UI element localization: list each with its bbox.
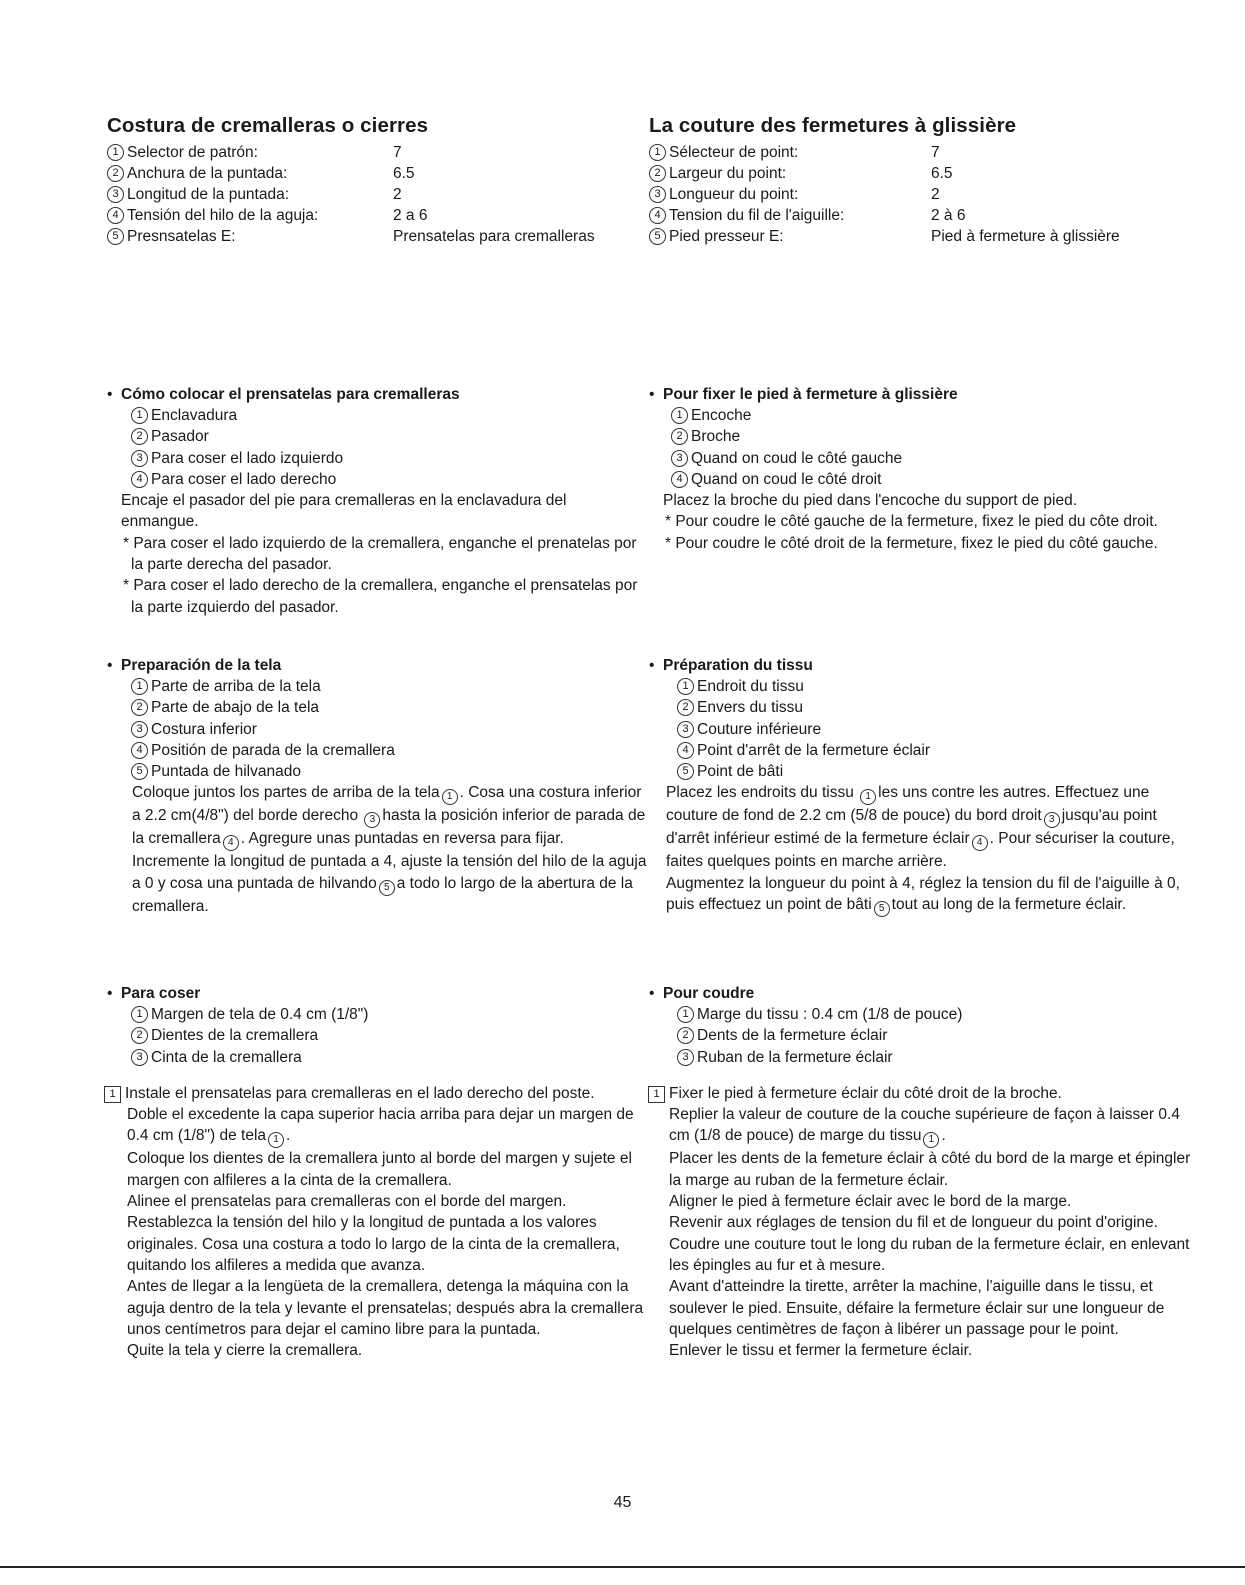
legend-item-label: Parte de abajo de la tela (151, 699, 320, 717)
circled-number-icon: 3 (671, 450, 688, 467)
spec-row (649, 184, 1194, 205)
circled-number-icon: 3 (677, 1049, 694, 1066)
circled-number-icon: 2 (131, 428, 148, 445)
legend-item-label: Para coser el lado izquierdo (151, 449, 344, 467)
circled-number-icon: 2 (107, 165, 124, 182)
spec-section-fr (649, 114, 1194, 247)
sew-items-fr (649, 1004, 1194, 1068)
circled-number-icon: 2 (677, 699, 694, 716)
bottom-rule (0, 1566, 1245, 1568)
legend-item (107, 719, 647, 740)
legend-item-label: Encoche (691, 407, 752, 424)
legend-item-label: Parte de arriba de la tela (151, 678, 321, 695)
prep-section-es (107, 655, 647, 917)
attach-note-right-es: * Para coser el lado derecho de la cremallera, enganche el prensatelas por la parte izquierdo del pasador. (123, 577, 638, 616)
attach-heading-es: • Cómo colocar el prensatelas para cremalleras (107, 386, 460, 403)
prep-section-fr (649, 655, 1194, 917)
legend-item-label: Broche (691, 428, 741, 446)
spec-label: Longueur du point: (669, 186, 799, 203)
circled-number-icon: 1 (677, 678, 694, 695)
circled-number-icon: 2 (131, 699, 148, 716)
attach-note-left-fr: * Pour coudre le côté gauche de la fermeture, fixez le pied du côte droit. (665, 513, 1158, 531)
circled-number-icon: 3 (131, 450, 148, 467)
attach-paragraph-es: Encaje el pasador del pie para cremalleras en la enclavadura del enmangue. (121, 492, 567, 531)
legend-item-label: Couture inférieure (697, 720, 822, 738)
legend-item (649, 426, 1194, 447)
circled-5-icon: 5 (874, 901, 890, 917)
circled-3-icon: 3 (364, 812, 380, 828)
circled-number-icon: 1 (131, 407, 148, 424)
spec-value: 2 (393, 186, 402, 203)
sew-step-line5-fr: Revenir aux réglages de tension du fil et de longueur du point d'origine. Coudre une couture tout le long du ruban de la fermeture éclair, en enlevant les épingles au fur et à mesure. (669, 1214, 1190, 1274)
attach-items-es (107, 405, 647, 490)
circled-number-icon: 1 (107, 144, 124, 161)
legend-item (649, 719, 1194, 740)
sew-step-es (104, 1083, 647, 1362)
circled-1-icon: 1 (268, 1132, 284, 1148)
legend-item-label: Ruban de la fermeture éclair (697, 1048, 893, 1066)
legend-item-label: Positión de parada de la cremallera (151, 741, 395, 759)
legend-item-label: Marge du tissu : 0.4 cm (1/8 de pouce) (697, 1006, 963, 1023)
legend-item (107, 676, 647, 697)
circled-number-icon: 1 (671, 407, 688, 424)
legend-item-label: Para coser el lado derecho (151, 470, 337, 488)
section-title-fr: La couture des fermetures à glissière (649, 114, 1017, 137)
spec-value: 6.5 (393, 165, 415, 182)
circled-number-icon: 3 (649, 186, 666, 203)
spec-row (649, 205, 1194, 226)
circled-1-icon: 1 (860, 789, 876, 805)
legend-item (107, 1004, 647, 1025)
prep-items-es (107, 676, 647, 782)
attach-note-right-fr: * Pour coudre le côté droit de la fermeture, fixez le pied du côté gauche. (665, 534, 1158, 552)
prep-paragraph2-fr: Augmentez la longueur du point à 4, réglez la tension du fil de l'aiguille à 0, puis effectuez un point de bâti 5 tout au long de la fermeture éclair. (649, 873, 1194, 917)
legend-item-label: Envers du tissu (697, 699, 803, 717)
circled-4-icon: 4 (223, 835, 239, 851)
sew-step-line5-es: Antes de llegar a la lengüeta de la cremallera, detenga la máquina con la aguja dentro de la tela y levante el prensatelas; después abra la cremallera unos centímetros para dejar el camino libre para la puntada. (127, 1278, 644, 1338)
spec-label: Anchura de la puntada: (127, 165, 288, 182)
attach-items-fr (649, 405, 1194, 490)
circled-number-icon: 5 (677, 763, 694, 780)
legend-item-label: Pasador (151, 428, 209, 446)
legend-item (649, 469, 1194, 490)
spec-label: Pied presseur E: (669, 228, 784, 245)
spec-row (649, 142, 1194, 163)
attach-paragraph-fr: Placez la broche du pied dans l'encoche du support de pied. (663, 492, 1077, 510)
legend-item (649, 740, 1194, 761)
spec-label: Tensión del hilo de la aguja: (127, 207, 319, 224)
sew-step-fr (648, 1083, 1194, 1362)
attach-heading-fr: • Pour fixer le pied à fermeture à glissière (649, 386, 958, 403)
legend-item (649, 1004, 1194, 1025)
legend-item-label: Costura inferior (151, 720, 257, 738)
circled-1-icon: 1 (923, 1132, 939, 1148)
sew-step-line6-fr: Avant d'atteindre la tirette, arrêter la machine, l'aiguille dans le tissu, et soulever le pied. Ensuite, défaire la fermeture éclair sur une longueur de quelques centimètres de façon à libérer un passage pour le point. (669, 1278, 1165, 1338)
spec-value: 7 (393, 144, 402, 161)
legend-item (107, 448, 647, 469)
circled-number-icon: 1 (677, 1006, 694, 1023)
legend-item-label: Cinta de la cremallera (151, 1048, 302, 1066)
attach-section-es (107, 384, 647, 618)
legend-item-label: Margen de tela de 0.4 cm (1/8") (151, 1006, 369, 1023)
spec-list-fr (649, 142, 1194, 247)
legend-item-label: Point d'arrêt de la fermeture éclair (697, 741, 930, 759)
spec-value: 6.5 (931, 165, 953, 182)
step-number-icon: 1 (104, 1086, 121, 1103)
legend-item-label: Enclavadura (151, 407, 238, 424)
prep-paragraph-es: Coloque juntos los partes de arriba de la tela 1 . Cosa una costura inferior a 2.2 cm(4/8") del borde derecho 3 hasta la posición inferior de parada de la cremallera 4 . Agregure unas puntadas en reversa para fijar. (107, 782, 647, 851)
sew-section-fr (649, 983, 1194, 1361)
legend-item (107, 761, 647, 782)
sew-heading-fr: • Pour coudre (649, 985, 755, 1002)
circled-number-icon: 2 (671, 428, 688, 445)
circled-5-icon: 5 (379, 880, 395, 896)
step-number-icon: 1 (648, 1086, 665, 1103)
prep-paragraph-fr: Placez les endroits du tissu 1 les uns contre les autres. Effectuez une couture de fond de 2.2 cm (5/8 de pouce) du bord droit 3 jusqu'au point d'arrêt inférieur estimé de la fermeture éclair 4 . Pour sécuriser la couture, faites quelques points en marche arrière. (666, 784, 1175, 871)
sew-step-line2-fr: Replier la valeur de couture de la couche supérieure de façon à laisser 0.4 cm (1/8 de pouce) de marge du tissu 1 . (669, 1104, 1194, 1148)
legend-item (107, 697, 647, 718)
legend-item-label: Endroit du tissu (697, 678, 804, 695)
spec-row (649, 226, 1194, 247)
sew-heading-es: • Para coser (107, 985, 201, 1002)
spec-label: Sélecteur de point: (669, 144, 799, 161)
legend-item (649, 1025, 1194, 1046)
sew-step-line4-es: Alinee el prensatelas para cremalleras con el borde del margen. Restablezca la tensión del hilo y la longitud de puntada a los valores originales. Cosa una costura a todo lo largo de la cinta de la cremallera, quitando los alfileres a medida que avanza. (127, 1193, 620, 1274)
spec-value: 2 a 6 (393, 207, 428, 224)
circled-1-icon: 1 (442, 789, 458, 805)
circled-number-icon: 2 (649, 165, 666, 182)
attach-section-fr (649, 384, 1194, 554)
spec-label: Presnsatelas E: (127, 228, 236, 245)
spec-row (107, 205, 647, 226)
circled-number-icon: 4 (107, 207, 124, 224)
legend-item-label: Dientes de la cremallera (151, 1027, 319, 1045)
legend-item-label: Puntada de hilvanado (151, 763, 301, 781)
legend-item (649, 697, 1194, 718)
legend-item (107, 1025, 647, 1046)
spec-label: Largeur du point: (669, 165, 787, 182)
sew-step-line7-fr: Enlever le tissu et fermer la fermeture éclair. (669, 1342, 973, 1360)
legend-item (649, 1047, 1194, 1068)
circled-number-icon: 3 (677, 721, 694, 738)
spec-list-es (107, 142, 647, 247)
spec-value: 2 à 6 (931, 207, 966, 224)
spec-value: Prensatelas para cremalleras (393, 228, 595, 245)
legend-item (649, 761, 1194, 782)
circled-number-icon: 2 (677, 1027, 694, 1044)
sew-step-line1-fr: Fixer le pied à fermeture éclair du côté droit de la broche. (669, 1084, 1062, 1102)
sew-step-line2-es: Doble el excedente la capa superior hacia arriba para dejar un margen de 0.4 cm (1/8") de tela 1 . (125, 1104, 647, 1148)
circled-number-icon: 5 (649, 228, 666, 245)
legend-item (107, 1047, 647, 1068)
legend-item (649, 448, 1194, 469)
spec-row (107, 184, 647, 205)
legend-item (107, 469, 647, 490)
legend-item (107, 426, 647, 447)
prep-items-fr (649, 676, 1194, 782)
legend-item-label: Point de bâti (697, 763, 784, 781)
sew-step-line3-es: Coloque los dientes de la cremallera junto al borde del margen y sujete el margen con alfileres a la cinta de la cremallera. (127, 1150, 632, 1189)
circled-number-icon: 4 (131, 742, 148, 759)
legend-item (107, 740, 647, 761)
prep-paragraph2-es: Incremente la longitud de puntada a 4, ajuste la tensión del hilo de la aguja a 0 y cosa una puntada de hilvando 5 a todo lo largo de la abertura de la cremallera. (132, 853, 647, 915)
prep-heading-es: • Preparación de la tela (107, 657, 282, 674)
page-number: 45 (613, 1494, 632, 1511)
circled-3-icon: 3 (1044, 812, 1060, 828)
circled-number-icon: 1 (649, 144, 666, 161)
circled-number-icon: 4 (671, 471, 688, 488)
spec-row (107, 163, 647, 184)
spec-value: 2 (931, 186, 940, 203)
circled-number-icon: 5 (131, 763, 148, 780)
circled-number-icon: 4 (131, 471, 148, 488)
spec-row (649, 163, 1194, 184)
spec-label: Tension du fil de l'aiguille: (669, 207, 845, 224)
attach-note-left-es: * Para coser el lado izquierdo de la cremallera, enganche el prenatelas por la parte derecha del pasador. (123, 534, 637, 574)
sew-step-line1-es: Instale el prensatelas para cremalleras en el lado derecho del poste. (125, 1084, 595, 1102)
spec-row (107, 226, 647, 247)
circled-number-icon: 3 (107, 186, 124, 203)
spec-label: Selector de patrón: (127, 144, 258, 161)
legend-item (649, 676, 1194, 697)
legend-item-label: Dents de la fermeture éclair (697, 1027, 888, 1045)
spec-label: Longitud de la puntada: (127, 186, 290, 203)
circled-number-icon: 2 (131, 1027, 148, 1044)
prep-heading-fr: • Préparation du tissu (649, 657, 813, 674)
sew-step-line4-fr: Aligner le pied à fermeture éclair avec le bord de la marge. (669, 1193, 1072, 1211)
legend-item-label: Quand on coud le côté droit (691, 470, 882, 488)
circled-number-icon: 4 (649, 207, 666, 224)
legend-item-label: Quand on coud le côté gauche (691, 449, 903, 467)
circled-number-icon: 3 (131, 1049, 148, 1066)
sew-items-es (107, 1004, 647, 1068)
sew-section-es (107, 983, 647, 1361)
section-title-es: Costura de cremalleras o cierres (107, 114, 429, 137)
circled-number-icon: 1 (131, 678, 148, 695)
legend-item (649, 405, 1194, 426)
circled-number-icon: 3 (131, 721, 148, 738)
sew-step-line3-fr: Placer les dents de la femeture éclair à côté du bord de la marge et épingler la marge au ruban de la fermeture éclair. (669, 1150, 1191, 1189)
circled-number-icon: 1 (131, 1006, 148, 1023)
sew-step-line6-es: Quite la tela y cierre la cremallera. (127, 1342, 363, 1360)
spec-section-es (107, 114, 647, 247)
spec-row (107, 142, 647, 163)
spec-value: Pied à fermeture à glissière (931, 228, 1120, 245)
circled-number-icon: 5 (107, 228, 124, 245)
spec-value: 7 (931, 144, 940, 161)
circled-number-icon: 4 (677, 742, 694, 759)
circled-4-icon: 4 (972, 835, 988, 851)
legend-item (107, 405, 647, 426)
